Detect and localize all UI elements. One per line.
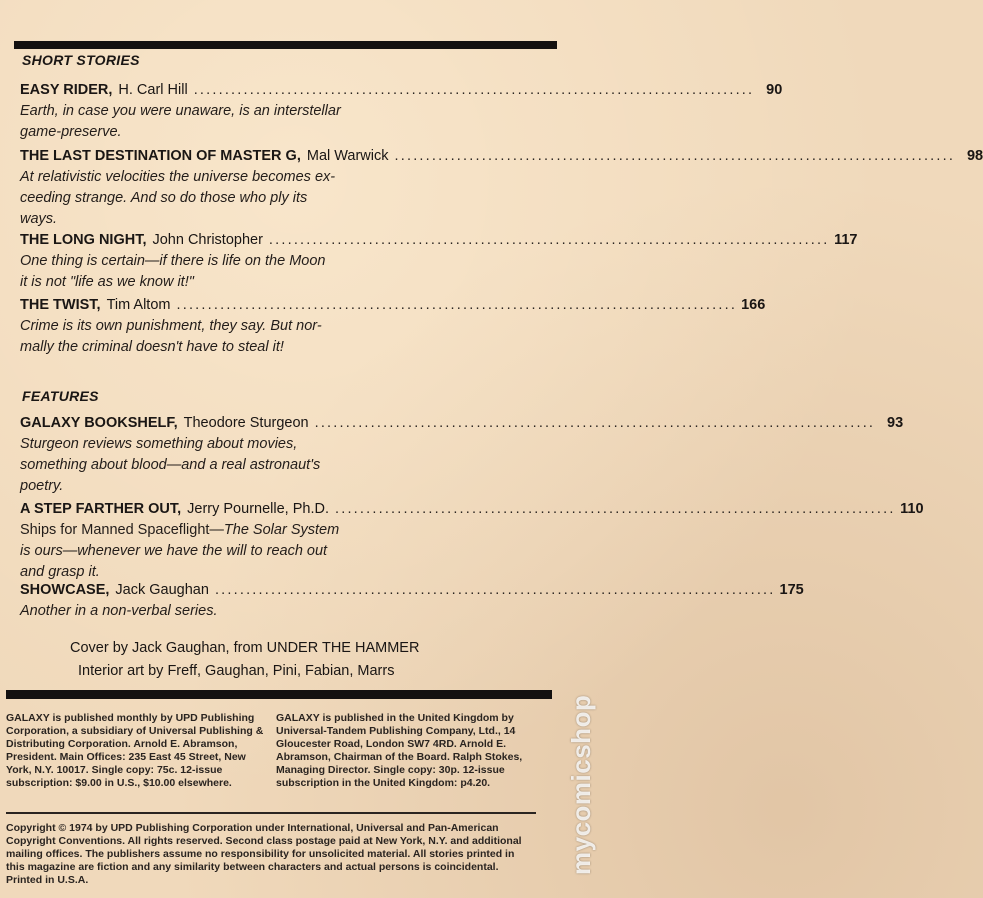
story-title: THE TWIST, [20,297,101,313]
page-number: 98 [966,148,983,164]
page-number: 166 [741,297,766,313]
page-number: 90 [766,82,783,98]
story-author: Tim Altom [106,297,171,313]
story-author: Mal Warwick [306,148,389,164]
toc-entry [20,146,983,230]
feature-title: SHOWCASE, [20,582,110,598]
toc-entry [20,413,904,497]
story-title: EASY RIDER, [20,82,113,98]
interior-art-credit: Interior art by Freff, Gaughan, Pini, Fabian, Marrs [78,663,395,679]
section-heading-features: FEATURES [22,388,99,404]
publication-info-us: GALAXY is published monthly by UPD Publishing Corporation, a subsidiary of Universal Publishing & Distributing Corporation. Arnold E. Abramson, President. Main Offices: 235 East 45 Street, New York, N.Y. 10017. Single copy: 75c. 12-issue subscription: $9.00 in U.S., $10.00 elsewhere. [6,712,264,789]
feature-author: Jack Gaughan [115,582,209,598]
copyright-notice: Copyright © 1974 by UPD Publishing Corporation under International, Universal and Pan-American Copyright Conventions. All rights reserved. Second class postage paid at New York, N.Y. and additional mailing offices. The publishers assume no responsibility for unsolicited material. All stories printed in this magazine are fiction and any similarity between characters and actual persons is coincidental. Printed in U.S.A. [6,822,522,886]
page-number: 110 [900,501,924,517]
toc-entry [20,80,783,143]
bottom-rule [6,690,552,699]
copyright-rule [6,812,536,814]
publication-info-uk: GALAXY is published in the United Kingdom by Universal-Tandem Publishing Company, Ltd., 14 Gloucester Road, London SW7 4RD. Arnold E. Abramson, Chairman of the Board. Ralph Stokes, Managing Director. Single copy: 30p. 12-issue subscription in the United Kingdom: p4.20. [276,712,523,789]
story-author: H. Carl Hill [118,82,188,98]
page-number: 93 [887,415,904,431]
toc-entry [20,499,924,583]
feature-description: Ships for Manned Spaceflight—The Solar System is ours—whenever we have the will to reach out and grasp it. [20,522,340,580]
feature-author: Jerry Pournelle, Ph.D. [187,501,329,517]
toc-entry [20,580,804,622]
toc-entry [20,230,858,293]
story-author: John Christopher [152,232,263,248]
cover-credit: Cover by Jack Gaughan, from UNDER THE HAMMER [70,640,420,656]
leader-dots: .......................................................................................... [394,148,956,164]
feature-title: A STEP FARTHER OUT, [20,501,182,517]
story-title: THE LONG NIGHT, [20,232,147,248]
watermark-text: mycomicshop [566,694,596,875]
section-heading-short-stories: SHORT STORIES [22,52,140,68]
leader-dots: .......................................................................................... [214,582,776,598]
page-number: 117 [834,232,858,248]
top-rule [14,41,557,49]
story-description: Earth, in case you were unaware, is an interstellar game-preserve. [20,103,341,140]
feature-description: Another in a non-verbal series. [20,603,218,619]
feature-title: GALAXY BOOKSHELF, [20,415,178,431]
leader-dots: .......................................................................................... [176,297,738,313]
leader-dots: .......................................................................................... [314,415,876,431]
story-title: THE LAST DESTINATION OF MASTER G, [20,148,301,164]
story-description: Crime is its own punishment, they say. But nor- mally the criminal doesn't have to steal it! [20,318,322,355]
toc-entry [20,295,766,358]
story-description: At relativistic velocities the universe becomes ex- ceeding strange. And so do those who ply its ways. [20,169,336,227]
leader-dots: .......................................................................................... [268,232,830,248]
feature-author: Theodore Sturgeon [183,415,309,431]
story-description: One thing is certain—if there is life on the Moon it is not "life as we know it!" [20,253,326,290]
page-number: 175 [779,582,804,598]
leader-dots: .......................................................................................... [193,82,755,98]
feature-description: Sturgeon reviews something about movies, something about blood—and a real astronaut's poetry. [20,436,321,494]
leader-dots: .......................................................................................... [334,501,896,517]
